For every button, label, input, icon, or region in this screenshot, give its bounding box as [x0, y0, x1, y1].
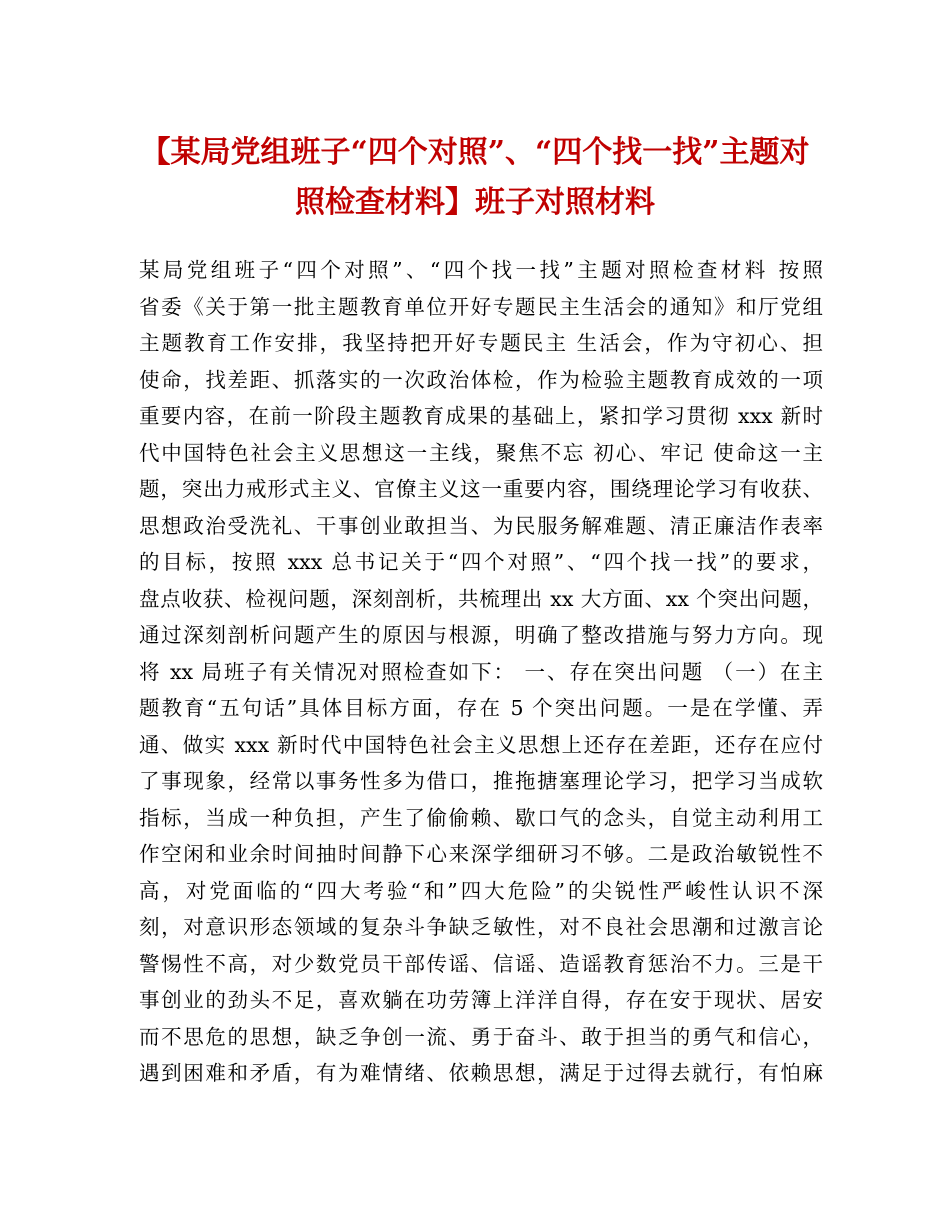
body-line: 高，对党面临的“四大考验“和”四大危险”的尖锐性严峻性认识不深 — [139, 878, 823, 903]
body-line: 将 xx 局班子有关情况对照检查如下： 一、存在突出问题 （一）在主 — [139, 659, 823, 684]
body-line: 遇到困难和矛盾，有为难情绪、依赖思想，满足于过得去就行，有怕麻 — [139, 1061, 823, 1085]
body-line: 了事现象，经常以事务性多为借口，推拖搪塞理论学习，把学习当成软 — [139, 769, 823, 793]
body-line: 通过深刻剖析问题产生的原因与根源，明确了整改措施与努力方向。现 — [139, 623, 823, 647]
document-title-line-1: 【某局党组班子“四个对照”、“四个找一找”主题对 — [140, 135, 810, 170]
body-line: 省委《关于第一批主题教育单位开好专题民主生活会的通知》和厅党组 — [139, 294, 823, 319]
document-title-line-2: 照检查材料】班子对照材料 — [295, 185, 655, 220]
body-line: 指标，当成一种负担，产生了偷偷赖、歇口气的念头，自觉主动利用工 — [139, 805, 823, 830]
body-line: 的目标，按照 xxx 总书记关于“四个对照”、“四个找一找”的要求， — [139, 550, 823, 574]
document-title — [130, 128, 820, 228]
body-line: 某局党组班子“四个对照”、“四个找一找”主题对照检查材料 按照 — [139, 258, 823, 282]
body-line: 主题教育工作安排，我坚持把开好专题民主 生活会，作为守初心、担 — [139, 331, 823, 355]
body-line: 盘点收获、检视问题，深刻剖析，共梳理出 xx 大方面、xx 个突出问题， — [139, 586, 823, 611]
body-line: 刻，对意识形态领域的复杂斗争缺乏敏性，对不良社会思潮和过激言论 — [139, 915, 823, 939]
body-line: 使命，找差距、抓落实的一次政治体检，作为检验主题教育成效的一项 — [139, 367, 823, 392]
body-line: 题，突出力戒形式主义、官僚主义这一重要内容，围绕理论学习有收获、 — [139, 477, 823, 501]
body-line: 重要内容，在前一阶段主题教育成果的基础上，紧扣学习贯彻 xxx 新时 — [139, 404, 823, 428]
body-line: 而不思危的思想，缺乏争创一流、勇于奋斗、敢于担当的勇气和信心， — [139, 1024, 823, 1049]
body-line: 通、做实 xxx 新时代中国特色社会主义思想上还存在差距，还存在应付 — [139, 732, 823, 757]
document-body — [139, 252, 823, 1092]
body-line: 作空闲和业余时间抽时间静下心来深学细研习不够。二是政治敏锐性不 — [139, 842, 823, 866]
body-line: 思想政治受洗礼、干事创业敢担当、为民服务解难题、清正廉洁作表率 — [139, 513, 823, 538]
body-line: 题教育“五句话”具体目标方面，存在 5 个突出问题。一是在学懂、弄 — [139, 696, 823, 720]
body-line: 代中国特色社会主义思想这一主线，聚焦不忘 初心、牢记 使命这一主 — [139, 440, 823, 465]
body-line: 警惕性不高，对少数党员干部传谣、信谣、造谣教育惩治不力。三是干 — [139, 951, 823, 976]
body-line: 事创业的劲头不足，喜欢躺在功劳簿上洋洋自得，存在安于现状、居安 — [139, 988, 823, 1012]
